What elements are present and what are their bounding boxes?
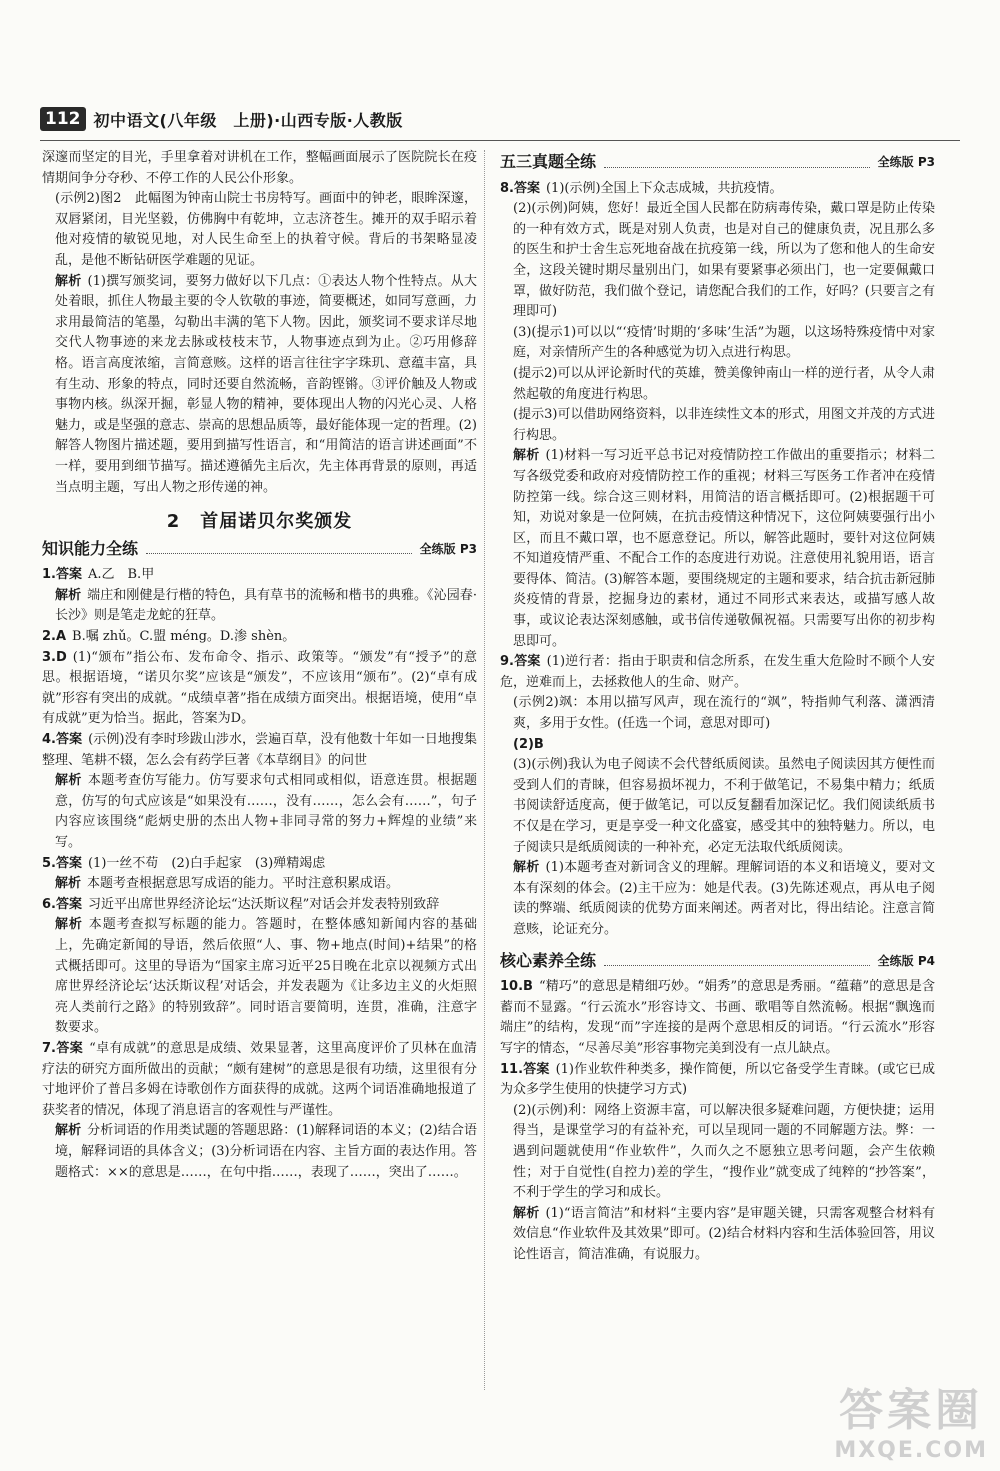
answer-item [42, 586, 477, 627]
item-tag: 2.A [42, 629, 67, 645]
intro-analysis [42, 272, 477, 499]
intro-line: (示例2)图2 此幅图为钟南山院士书房特写。画面中的钟老，眼眸深邃，双唇紧闭，目光坚毅，仿佛胸中有乾坤，立志济苍生。摊开的双手昭示着他对疫情的敏锐见地，对人民生命至上的执着守候。背后的书架略显凌乱，是他不断钻研医学难题的见证。 [55, 191, 477, 268]
item-tag: 解析 [55, 917, 83, 933]
right-column [500, 148, 935, 1265]
item-text: 习近平出席世界经济论坛“达沃斯议程”对话会并发表特别致辞 [87, 896, 440, 912]
item-text: A.乙 B.甲 [87, 567, 155, 583]
item-text: (1)作业软件种类多，操作简便，所以它备受学生青睐。(或它已成为众多学生使用的快捷学习方式) [500, 1061, 935, 1098]
answer-item [500, 735, 935, 756]
answer-item [42, 895, 477, 916]
answer-item [500, 179, 935, 200]
header-rule [40, 140, 960, 141]
answer-item [500, 1204, 935, 1266]
item-tag: 解析 [513, 860, 540, 876]
answer-item [500, 1060, 935, 1101]
answer-item [500, 446, 935, 652]
item-text: (2)(示例)阿姨，您好！最近全国人民都在防病毒传染，戴口罩是防止传染的一种有效方式，既是对别人负责，也是对自己的健康负责，况且那么多的医生和护士舍生忘死地奋战在抗疫第一线，所以为了您和他人的生命安全，这段关键时期尽量别出门，如果有要紧事必须出门，也一定要佩戴口罩，做好防范，我们做个登记，请您配合我们的工作，好吗？(只要言之有理即可) [513, 201, 935, 320]
analysis-text: (1)撰写颁奖词，要努力做好以下几点：①表达人物个性特点。从大处着眼，抓住人物最主要的令人钦敬的事迹，简要概述，如同写意画，力求用最简洁的笔墨，勾勒出丰满的笔下人物。因此，颁奖词不要求详尽地交代人物事迹的来龙去脉或枝枝末节，人物事迹点到为止。②巧用修辞格。语言高度浓缩，言简意赅。这样的语言往往字字珠玑、意蕴丰富，具有生动、形象的特点，同时还要自然流畅，音韵铿锵。③评价触及人物或事物内核。纵深开掘，彰显人物的精神，要体现出人物的闪光心灵、人格魅力，或是坚强的意志、崇高的思想品质等，最好能体现一定的哲理。(2)解答人物图片描述题，要用到描写性语言，和“用简洁的语言讲述画面”不一样，要用到细节描写。描述遵循先主后次，先主体再背景的原则，再适当点明主题，写出人物之形传递的神。 [55, 273, 477, 495]
answer-item [500, 858, 935, 940]
chapter-title: 首届诺贝尔奖颁发 [200, 511, 353, 533]
answer-item [42, 915, 477, 1039]
section-title: 五三真题全练 [500, 152, 597, 171]
item-text: “卓有成就”的意思是成绩、效果显著，这里高度评价了贝林在血清疗法的研究方面所做出的贡献；“颇有建树”的意思是很有功绩，这里很有分寸地评价了普吕多姆在诗歌创作方面获得的成就。这两个词语准确地报道了获奖者的情况，体现了消息语言的客观性与严谨性。 [42, 1040, 478, 1118]
item-tag: (2)B [513, 736, 544, 752]
answer-item [42, 1121, 477, 1183]
watermark-url: MXQE.COM [834, 1438, 988, 1463]
item-text: 端庄和刚健是行楷的特色，具有草书的流畅和楷书的典雅。《沁园春·长沙》则是笔走龙蛇的狂草。 [55, 587, 477, 624]
answer-item [500, 405, 935, 446]
section-dots [604, 965, 870, 966]
item-tag: 4.答案 [42, 732, 83, 748]
item-tag: 8.答案 [500, 180, 540, 196]
answer-item [42, 730, 477, 771]
item-text: B.嘱 zhǔ。C.盟 méng。D.渗 shèn。 [72, 629, 296, 645]
chapter-heading [42, 512, 477, 533]
item-text: (1)“颁布”指公布、发布命令、指示、政策等。“颁发”有“授予”的意思。根据语境，“诺贝尔奖”应该是“颁发”，不应该用“颁布”。(2)“卓有成就”形容有突出的成就。“成绩卓著”指在成绩方面突出。根据语境，使用“卓有成就”更为恰当。据此，答案为D。 [42, 649, 477, 727]
item-text: (1)逆行者：指由于职责和信念所系，在发生重大危险时不顾个人安危，逆难而上，去拯救他人的生命、财产。 [500, 654, 935, 690]
header-title: 初中语文(八年级 上册)·山西专版·人教版 [93, 110, 403, 130]
answer-item [42, 565, 477, 586]
item-text: 分析词语的作用类试题的答题思路：(1)解释词语的本义；(2)结合语境，解释词语的具体含义；(3)分析词语在内容、主旨方面的表达作用。答题格式：××的意思是……，在句中指……，表现了……，突出了……。 [55, 1123, 477, 1180]
item-text: 本题考查仿写能力。仿写要求句式相同或相似，语意连贯。根据题意，仿写的句式应该是“如果没有……，没有……，怎么会有……”，句子内容应该围绕“彪炳史册的杰出人物+非同寻常的努力+辉煌的业绩”来写。 [55, 773, 477, 850]
item-text: 本题考查拟写标题的能力。答题时，在整体感知新闻内容的基础上，先确定新闻的导语，然后依照“人、事、物+地点(时间)+结果”的格式概括即可。这里的导语为“国家主席习近平25日晚在北京以视频方式出席世界经济论坛‘达沃斯议程’对话会，并发表题为《让多边主义的火炬照亮人类前行之路》的特别致辞”。同时语言要简明，连贯，准确，注意字数要求。 [55, 917, 477, 1036]
answer-item [500, 977, 935, 1059]
answer-item [500, 1101, 935, 1204]
answer-item [500, 323, 935, 364]
item-text: “精巧”的意思是精细巧妙。“娟秀”的意思是秀丽。“蕴藉”的意思是含蓄而不显露。“行云流水”形容诗文、书画、歌唱等自然流畅。根据“飘逸而端庄”的结构，发现“而”字连接的是两个意思相反的词语。“行云流水”形容写字的情态，“尽善尽美”形容事物完美到没有一点儿缺点。 [500, 979, 935, 1056]
right-items-2 [500, 977, 935, 1265]
left-items [42, 565, 477, 1183]
answer-item [500, 364, 935, 405]
intro-line: 深邃而坚定的目光，手里拿着对讲机在工作，整幅画面展示了医院院长在疫情期间争分夺秒、不停工作的人民公仆形象。 [42, 150, 477, 186]
watermark-logo: 答案圈 [839, 1385, 984, 1436]
answer-item [42, 627, 477, 648]
answer-item [500, 693, 935, 734]
answer-item [500, 199, 935, 323]
page-number: 112 [40, 107, 86, 131]
section-heading [42, 539, 477, 560]
analysis-tag: 解析 [55, 273, 82, 289]
answer-item [42, 874, 477, 895]
item-text: (2)(示例)利：网络上资源丰富，可以解决很多疑难问题，方便快捷；运用得当，是课堂学习的有益补充，可以呈现同一题的不同解题方法。弊：一遇到问题就使用“作业软件”，久而久之不愿独立思考问题，会产生依赖性；对于自觉性(自控力)差的学生，“搜作业”就变成了纯粹的“抄答案”，不利于学生的学习和成长。 [513, 1102, 935, 1201]
item-text: (1)“语言简洁”和材料“主要内容”是审题关键，只需客观整合材料有效信息“作业软件及其效果”即可。(2)结合材料内容和生活体验回答，用议论性语言，简洁准确，有说服力。 [513, 1205, 935, 1262]
section-ref: 全练版 P3 [877, 155, 935, 169]
item-tag: 解析 [55, 876, 82, 892]
item-text: (3)(示例)我认为电子阅读不会代替纸质阅读。虽然电子阅读因其方便性而受到人们的青睐，但容易损坏视力，不利于做笔记，不易集中精力；纸质书阅读舒适度高，便于做笔记，可以反复翻看加深记忆。我们阅读纸质书不仅是在学习，更是享受一种文化盛宴，感受其中的独特魅力。所以，电子阅读只是纸质阅读的一种补充，必定无法取代纸质阅读。 [513, 757, 935, 855]
item-tag: 解析 [55, 1123, 82, 1139]
item-tag: 7.答案 [42, 1040, 84, 1056]
section-ref: 全练版 P4 [877, 953, 935, 968]
item-text: 本题考查根据意思写成语的能力。平时注意积累成语。 [87, 876, 400, 892]
item-text: (1)本题考查对新词含义的理解。理解词语的本义和语境义，要对文本有深刻的体会。(2)主干应为：她是代表。(3)先陈述观点，再从电子阅读的弊端、纸质阅读的优势方面来阐述。两者对比，得出结论。注意言简意赅，论证充分。 [513, 860, 935, 937]
chapter-number: 2 [166, 511, 181, 533]
left-column [42, 148, 477, 1183]
item-text: (1)材料一写习近平总书记对疫情防控工作做出的重要指示；材料二写各级党委和政府对疫情防控工作的重视；材料三写医务工作者冲在疫情防控第一线。综合这三则材料，用简洁的语言概括即可。(2)根据题干可知，劝说对象是一位阿姨，在抗击疫情这种情况下，这位阿姨要强行出小区，而且不戴口罩，也不愿意登记。所以，解答此题时，要针对这位阿姨不知道疫情严重、不配合工作的态度进行劝说。注意使用礼貌用语，语言要得体、简洁。(3)解答本题，要围绕规定的主题和要求，结合抗击新冠肺炎疫情的背景，挖掘身边的素材，通过不同形式来表达，或描写感人故事，或议论表达深刻感触，或书信传递敬佩祝福。只需要写出你的初步构思即可。 [513, 448, 935, 649]
answer-item [500, 755, 935, 858]
item-tag: 解析 [513, 448, 540, 464]
item-tag: 1.答案 [42, 567, 82, 583]
item-tag: 解析 [513, 1205, 540, 1221]
answer-item [42, 648, 477, 730]
item-text: (示例2)飒：本用以描写风声，现在流行的“飒”，特指帅气利落、潇洒清爽，多用于女性。(任选一个词，意思对即可) [513, 695, 935, 732]
answer-item [42, 854, 477, 875]
item-text: (提示3)可以借助网络资料，以非连续性文本的形式，用图文并茂的方式进行构思。 [513, 407, 935, 443]
watermark [834, 1374, 988, 1463]
item-tag: 11.答案 [500, 1061, 550, 1077]
section-dots [146, 553, 412, 554]
item-text: (1)一丝不苟 (2)白手起家 (3)殚精竭虑 [87, 855, 326, 871]
page-header [40, 104, 403, 134]
item-tag: 解析 [55, 587, 82, 603]
item-text: (示例)没有李时珍跋山涉水，尝遍百草，没有他数十年如一日地搜集整理、笔耕不辍，怎么会有药学巨著《本草纲目》的问世 [42, 732, 477, 768]
column-divider [484, 150, 485, 1390]
section-heading [500, 951, 935, 972]
item-text: (3)(提示1)可以以“‘疫情’时期的‘多味’生活”为题，以这场特殊疫情中对家庭，对亲情所产生的各种感觉为切入点进行构思。 [513, 324, 935, 361]
right-items-1 [500, 179, 935, 941]
section-title: 知识能力全练 [42, 538, 139, 558]
item-tag: 3.D [42, 649, 67, 665]
answer-item [42, 1039, 477, 1121]
section-dots [604, 167, 870, 168]
item-tag: 解析 [55, 773, 82, 789]
answer-item [42, 771, 477, 853]
item-tag: 9.答案 [500, 654, 541, 670]
answer-item [500, 652, 935, 693]
section-title: 核心素养全练 [500, 950, 597, 970]
item-tag: 5.答案 [42, 855, 82, 871]
item-text: (提示2)可以从评论新时代的英雄，赞美像钟南山一样的逆行者，从令人肃然起敬的角度进行构思。 [513, 365, 935, 402]
section-ref: 全练版 P3 [419, 541, 477, 556]
item-tag: 10.B [500, 979, 533, 995]
item-tag: 6.答案 [42, 896, 82, 912]
section-heading [500, 152, 935, 173]
item-text: (1)(示例)全国上下众志成城，共抗疫情。 [545, 180, 783, 196]
